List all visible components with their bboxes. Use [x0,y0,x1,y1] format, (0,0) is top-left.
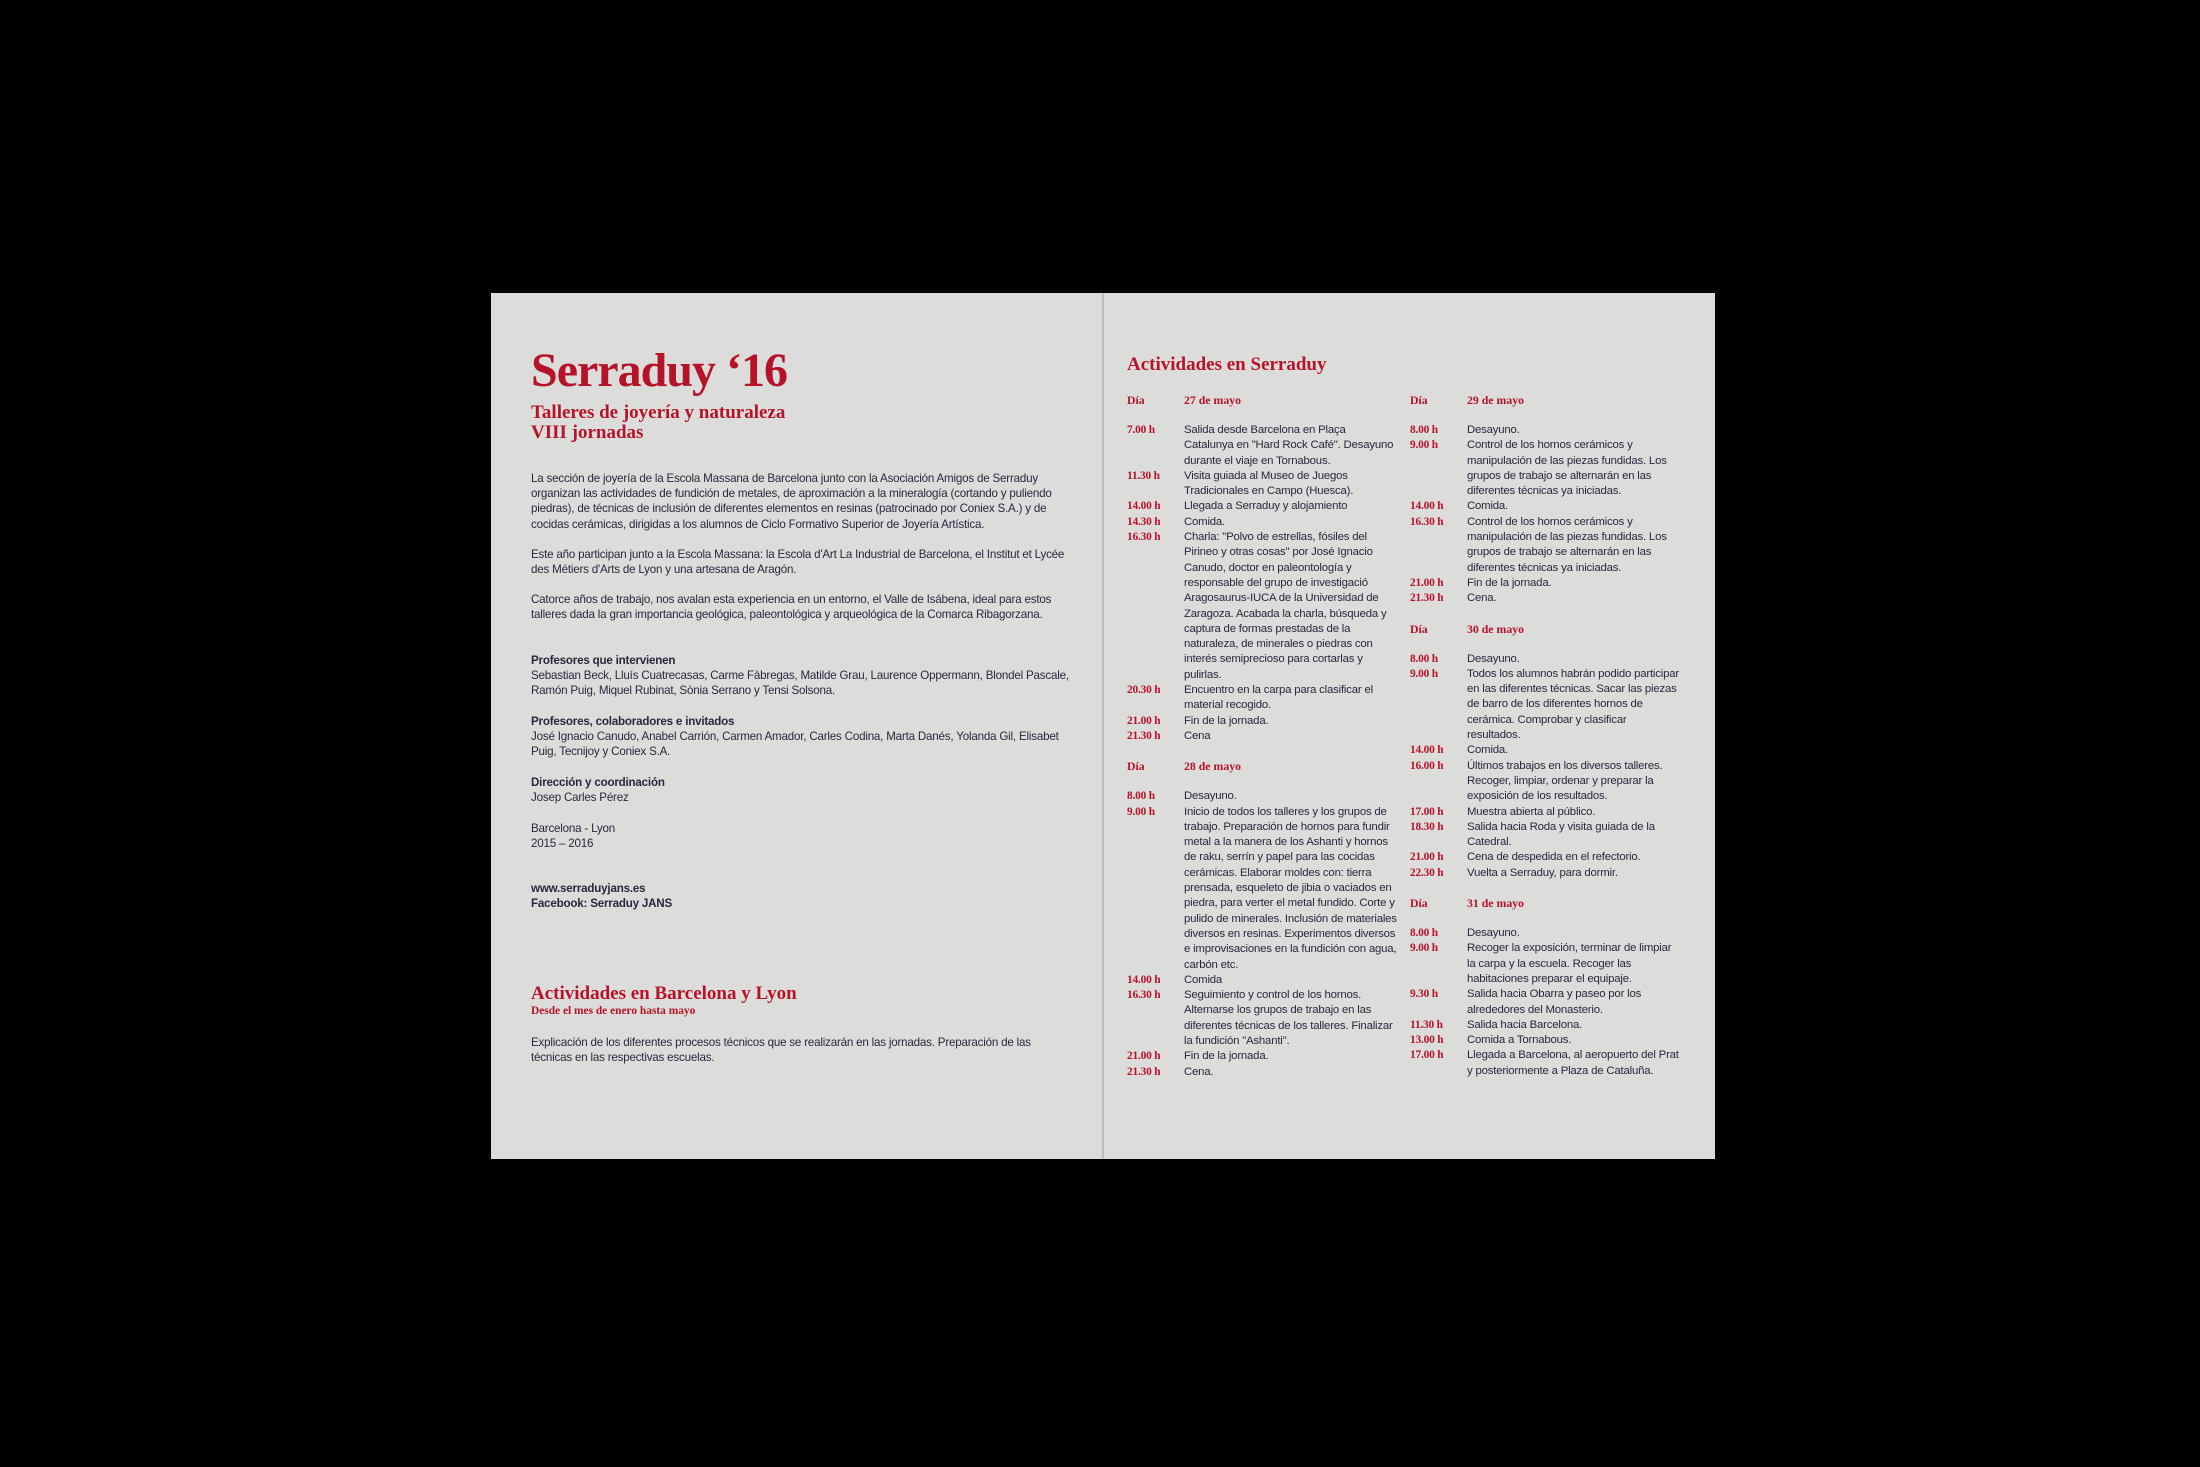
event-time: 11.30 h [1127,469,1160,482]
schedule-row [1410,941,1680,987]
event-time: 18.30 h [1410,820,1444,833]
day-events-29 [1410,423,1680,607]
event-time: 21.00 h [1410,851,1444,864]
event-description: Cena. [1467,592,1497,605]
event-description: Desayuno. [1467,424,1520,436]
schedule-row [1410,499,1680,514]
years-text: 2015 – 2016 [531,837,594,851]
event-time: 21.30 h [1127,1065,1161,1078]
event-description: Últimos trabajos en los diversos talleres. Recoger, limpiar, ordenar y preparar la exposición de los resultados. [1467,759,1663,803]
schedule-row [1410,667,1680,743]
day-date: 27 de mayo [1184,393,1242,407]
schedule-row [1410,1033,1680,1048]
schedule-row [1410,652,1680,667]
event-description: Seguimiento y control de los hornos. Alternarse los grupos de trabajo en las diferentes técnicas de los talleres. Finalizar la fundición "Ashanti". [1184,989,1393,1047]
event-description: Comida. [1467,500,1509,513]
event-time: 9.30 h [1410,988,1438,1001]
schedule-row [1410,926,1680,941]
schedule-row [1127,988,1397,1049]
event-time: 17.00 h [1410,805,1444,818]
profesores-section [531,653,1071,699]
schedule-row [1410,576,1680,591]
schedule-row [1410,759,1680,805]
day-date: 29 de mayo [1467,393,1525,407]
brochure-left-page [491,293,1102,1159]
event-time: 8.00 h [1410,652,1438,665]
day-label: Día [1410,621,1428,636]
event-description: Recoger la exposición, terminar de limpiar la carpa y la escuela. Recoger las habitaciones preparar el equipaje. [1467,942,1672,985]
schedule-row [1410,591,1680,606]
event-description: Charla: "Polvo de estrellas, fósiles del Pirineo y otras cosas" por José Ignacio Canudo, doctor en paleontología y responsable del grupo de investigació Aragosaurus-IUCA de la Universidad de Zaragoza. Acabada la charla, búsqueda y captura de formas prestadas de la naturaleza, de minerales o piedras con interés semiprecioso para cortarlas y pulirlas. [1184,531,1387,681]
event-description: Cena [1184,729,1211,742]
schedule-row [1127,1049,1397,1064]
event-description: Comida [1184,973,1223,986]
event-time: 16.30 h [1127,531,1161,544]
schedule-row [1127,499,1397,514]
schedule-row [1127,973,1397,988]
page-subtitle [531,403,785,443]
schedule-row [1127,714,1397,729]
contact-section [531,881,1071,911]
day-header [1410,896,1680,911]
place-years [531,821,1071,851]
day-header [1127,393,1397,408]
intro-paragraph-1: La sección de joyería de la Escola Massana de Barcelona junto con la Asociación Amigos de Serraduy organizan las actividades de fundición de metales, de aproximación a la mineralogía (cortando y puliendo piedras), de técnicas de inclusión de diferentes elementos en resinas (patrocinado por Coniex S.A.) y de cocidas cerámicas, dirigidas a los alumnos de Ciclo Formativo Superior de Joyería Artística. [531,472,1052,531]
profesores-heading: Profesores que intervienen [531,654,676,667]
bcn-subheading: Desde el mes de enero hasta mayo [531,1005,696,1017]
event-time: 11.30 h [1410,1018,1443,1031]
event-description: Desayuno. [1467,652,1520,665]
event-time: 8.00 h [1410,424,1438,436]
facebook-link[interactable]: Facebook: Serraduy JANS [531,897,673,911]
schedule-row [1410,423,1680,438]
schedule-row [1410,515,1680,576]
event-description: Visita guiada al Museo de Juegos Tradicionales en Campo (Huesca). [1184,469,1354,498]
event-time: 17.00 h [1410,1049,1444,1062]
event-description: Cena de despedida en el refectorio. [1467,851,1641,864]
schedule-row [1127,1065,1397,1080]
schedule-row [1410,820,1680,851]
event-description: Encuentro en la carpa para clasificar el material recogido. [1184,684,1373,712]
event-description: Salida hacia Obarra y paseo por los alrededores del Monasterio. [1467,988,1642,1016]
day-date: 28 de mayo [1184,759,1242,774]
event-time: 16.30 h [1410,515,1444,528]
day-header [1410,393,1680,408]
schedule-column-1 [1127,393,1397,1080]
schedule-row [1127,515,1397,530]
event-time: 8.00 h [1127,790,1155,803]
event-description: Llegada a Barcelona, al aeropuerto del Prat y posteriormente a Plaza de Cataluña. [1467,1049,1679,1077]
event-time: 9.00 h [1410,439,1438,452]
event-time: 9.00 h [1127,805,1155,818]
event-time: 16.00 h [1410,759,1444,772]
event-time: 21.30 h [1410,592,1444,605]
day-events-28 [1127,789,1397,1080]
schedule-row [1410,805,1680,820]
colaboradores-section [531,714,1071,760]
day-label: Día [1127,393,1145,407]
bcn-heading: Actividades en Barcelona y Lyon [531,983,797,1004]
event-description: Control de los hornos cerámicos y manipulación de las piezas fundidas. Los grupos de trabajo se alternarán en las diferentes técnicas ya iniciadas. [1467,515,1667,574]
event-time: 21.00 h [1127,714,1161,727]
schedule-row [1127,683,1397,714]
day-events-30 [1410,652,1680,881]
website-link[interactable]: www.serraduyjans.es [531,882,646,895]
schedule-row [1410,850,1680,865]
event-description: Salida hacia Barcelona. [1467,1018,1583,1031]
event-time: 14.00 h [1127,973,1161,986]
colaboradores-text: José Ignacio Canudo, Anabel Carrión, Carmen Amador, Carles Codina, Marta Danés, Yolanda Gil, Elisabet Puig, Tecnijoy y Coniex S.A. [531,730,1059,759]
event-time: 22.30 h [1410,866,1444,879]
intro-paragraph-3: Catorce años de trabajo, nos avalan esta experiencia en un entorno, el Valle de Isábena, ideal para estos talleres dada la gran importancia geológica, paleontológica y arqueológica de la Comarca Ribagorzana. [531,593,1052,622]
event-time: 16.30 h [1127,989,1161,1002]
event-description: Desayuno. [1467,927,1520,940]
page-title: Serraduy ‘16 [531,344,787,397]
event-time: 21.30 h [1127,729,1161,742]
profesores-text: Sebastian Beck, Lluís Cuatrecasas, Carme Fàbregas, Matilde Grau, Laurence Oppermann, Blondel Pascale, Ramón Puig, Miquel Rubinat, Sònia Serrano y Tensi Solsona. [531,669,1069,698]
event-description: Desayuno. [1184,790,1237,803]
event-time: 14.00 h [1410,500,1444,513]
event-time: 13.00 h [1410,1034,1444,1047]
schedule-row [1410,743,1680,758]
event-description: Muestra abierta al público. [1467,805,1596,818]
event-description: Fin de la jornada. [1184,714,1269,727]
schedule-row [1127,805,1397,973]
event-description: Salida desde Barcelona en Plaça Catalunya en "Hard Rock Café". Desayuno durante el viaje en Tornabous. [1184,424,1394,467]
day-header [1127,759,1397,774]
day-date: 31 de mayo [1467,896,1525,911]
event-time: 21.00 h [1410,576,1444,589]
direccion-text: Josep Carles Pérez [531,791,629,805]
place-text: Barcelona - Lyon [531,822,616,835]
schedule-row [1410,438,1680,499]
day-label: Día [1127,759,1145,774]
day-events-27 [1127,423,1397,744]
day-date: 30 de mayo [1467,621,1525,636]
schedule-row [1410,987,1680,1018]
event-description: Todos los alumnos habrán podido participar en las diferentes técnicas. Sacar las piezas de barro de los diferentes hornos de cerámica. Comprobar y clasificar resultados. [1467,667,1679,742]
event-description: Inicio de todos los talleres y los grupos de trabajo. Preparación de hornos para fundir metal a la manera de los Ashanti y hornos de raku, serrín y papel para las cocidas cerámicas. Elaborar moldes con: tierra prensada, esqueleto de jibia o vaciados en piedra, para verter el metal fundido. Corte y pulido de minerales. Inclusión de materiales diversos en resinas. Experimentos diversos e improvisaciones en la fundición con agua, carbón etc. [1184,805,1397,971]
direccion-heading: Dirección y coordinación [531,776,665,789]
day-label: Día [1410,896,1428,911]
intro-paragraph-2: Este año participan junto a la Escola Massana: la Escola d'Art La Industrial de Barcelona, el Institut et Lycée des Métiers d'Arts de Lyon y una artesana de Aragón. [531,548,1065,577]
day-label: Día [1410,393,1428,407]
event-time: 20.30 h [1127,684,1161,697]
event-description: Fin de la jornada. [1467,576,1552,589]
colaboradores-heading: Profesores, colaboradores e invitados [531,715,735,728]
event-description: Cena. [1184,1065,1214,1078]
direccion-section [531,775,1071,805]
schedule-column-2 [1410,393,1680,1079]
day-events-31 [1410,926,1680,1079]
event-time: 8.00 h [1410,927,1438,940]
schedule-row [1410,866,1680,881]
event-description: Comida. [1184,515,1226,528]
schedule-row [1410,1018,1680,1033]
brochure-right-page [1104,293,1715,1159]
event-description: Control de los hornos cerámicos y manipulación de las piezas fundidas. Los grupos de trabajo se alternarán en las diferentes técnicas ya iniciadas. [1467,439,1667,498]
event-time: 7.00 h [1127,424,1155,436]
schedule-row [1127,729,1397,744]
event-time: 14.00 h [1127,500,1161,513]
event-time: 21.00 h [1127,1050,1161,1063]
event-description: Llegada a Serraduy y alojamiento [1184,500,1348,513]
day-header [1410,622,1680,637]
bcn-text: Explicación de los diferentes procesos técnicos que se realizarán en las jornadas. Preparación de las técnicas en las respectivas escuelas. [531,1036,1031,1065]
schedule-row [1127,789,1397,804]
event-description: Salida hacia Roda y visita guiada de la Catedral. [1467,820,1655,849]
schedule-row [1127,530,1397,683]
subtitle-line-1: Talleres de joyería y naturaleza [531,402,786,423]
subtitle-line-2: VIII jornadas [531,422,644,443]
event-time: 9.00 h [1410,667,1438,680]
event-description: Vuelta a Serraduy, para dormir. [1467,866,1618,879]
event-time: 14.00 h [1410,744,1444,757]
event-description: Comida a Tornabous. [1467,1034,1572,1047]
event-time: 9.00 h [1410,942,1438,955]
schedule-row [1410,1048,1680,1079]
event-description: Fin de la jornada. [1184,1050,1269,1063]
serraduy-heading: Actividades en Serraduy [1127,354,1327,375]
schedule-row [1127,423,1397,469]
event-time: 14.30 h [1127,515,1161,528]
event-description: Comida. [1467,744,1509,757]
schedule-row [1127,469,1397,500]
